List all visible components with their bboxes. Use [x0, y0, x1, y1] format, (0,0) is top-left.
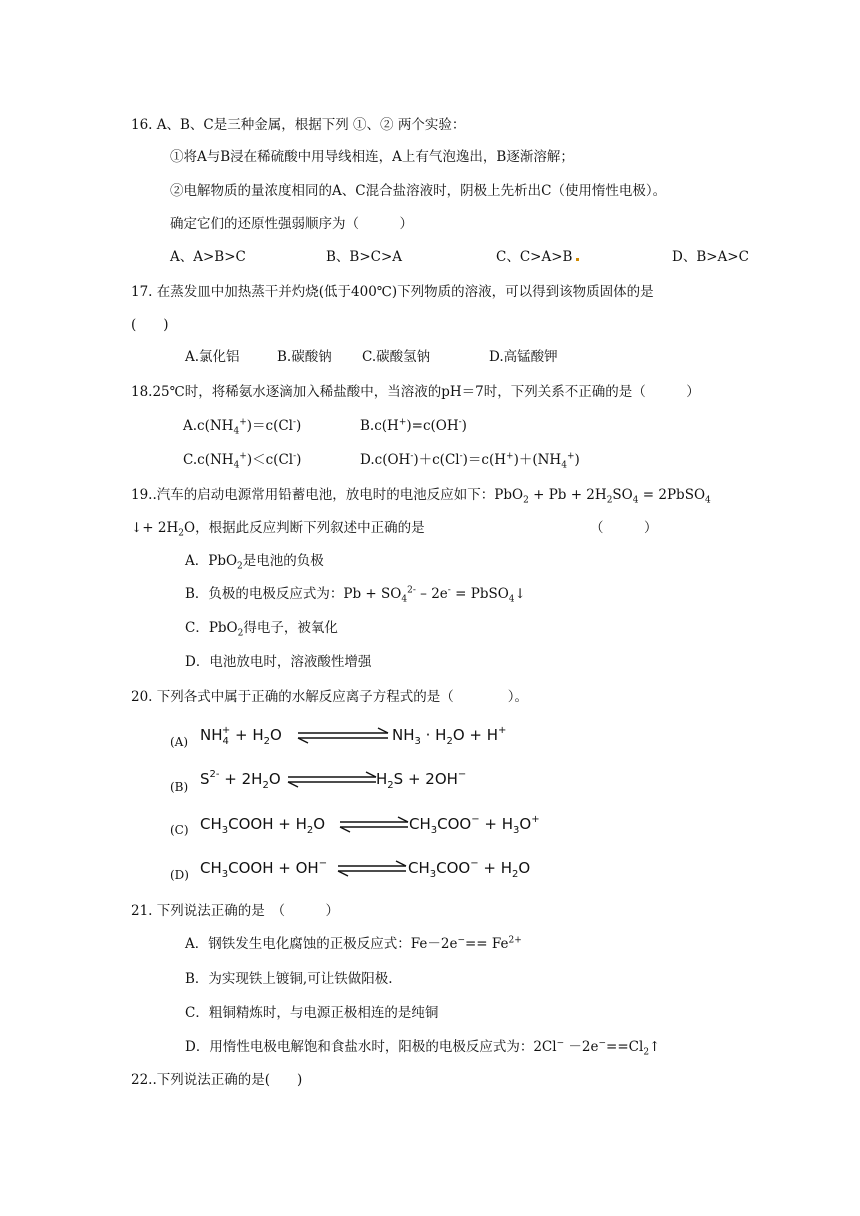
q16-experiment-2: ②电解物质的量浓度相同的A、C混合盐溶液时，阴极上先析出C（使用惰性电极）。 — [170, 183, 667, 199]
q17-stem-line2: ( ) — [131, 317, 169, 333]
q16-option-b: B、B>C>A — [326, 249, 403, 265]
q16-experiment-1: ①将A与B浸在稀硫酸中用导线相连，A上有气泡逸出，B逐渐溶解； — [170, 149, 574, 165]
q20-equation-c — [198, 807, 558, 839]
svg-text:CH3COO− + H3O+: $CH_3COO^- + H_3O^+$ — [409, 814, 540, 836]
svg-text:H2S + 2OH−: $H_2S + 2OH^-$ — [376, 769, 467, 791]
q19-option-c: C．PbO$_2$得电子，被氧化 — [185, 620, 338, 639]
svg-text:CH3COOH + H2O: $CH_3COOH + H_2O$ — [200, 815, 326, 836]
q18-option-a: $A.c(NH_4^+)=c(Cl^-)$ — [183, 417, 302, 437]
svg-text:CH3COO− + H2O: $CH_3COO^- + H_2O$ — [408, 858, 531, 880]
q18-stem: 18.25℃时，将稀氨水逐滴加入稀盐酸中，当溶液的pH＝7时，下列关系不正确的是（ ） — [131, 384, 700, 400]
q20-equation-d — [198, 851, 558, 883]
q17-option-b: B.碳酸钠 — [277, 349, 332, 365]
q16-option-a: A、A>B>C — [170, 249, 246, 265]
q21-option-b: B．为实现铁上镀铜,可让铁做阳极. — [185, 971, 393, 987]
q16-stem: 16. A、B、C是三种金属，根据下列 ①、② 两个实验： — [131, 117, 466, 133]
equilibrium-arrow-icon — [288, 772, 376, 787]
q18-option-d: $D.c(OH^-)+c(Cl^-)=c(H^+)+(NH_4^+)$ — [360, 451, 580, 471]
q20-label-c: (C) — [170, 823, 189, 837]
q17-option-d: D.高锰酸钾 — [489, 349, 558, 365]
q21-option-a: A．钢铁发生电化腐蚀的正极反应式：$Fe-2e^-== Fe^{2+}$ — [185, 935, 522, 952]
q19-stem-line1: 19..汽车的启动电源常用铅蓄电池，放电时的电池反应如下：$PbO_2 + Pb + 2H_2SO_4$ = 2PbSO$_4$ — [131, 487, 711, 506]
equilibrium-arrow-icon — [338, 861, 406, 876]
q16-question: 确定它们的还原性强弱顺序为（ ） — [170, 216, 413, 232]
q19-stem-line2: ↓+ $2H_2O$，根据此反应判断下列叙述中正确的是 — [131, 520, 425, 539]
q20-stem: 20. 下列各式中属于正确的水解反应离子方程式的是（ ）。 — [131, 689, 529, 705]
q21-option-c: C．粗铜精炼时，与电源正极相连的是纯铜 — [185, 1005, 439, 1021]
q19-option-b: B．负极的电极反应式为：$Pb + SO_4^{2-} - 2e^-$ = PbSO$_4$↓ — [185, 585, 526, 605]
q20-equation-a — [198, 718, 558, 750]
q20-equation-b — [198, 762, 558, 794]
equilibrium-arrow-icon — [298, 728, 388, 743]
svg-text:CH3COOH + OH−: $CH_3COOH + OH^-$ — [200, 858, 328, 880]
q16-option-c: C、C>A>B — [496, 248, 579, 266]
svg-text:NH3 · H2O + H+: $NH_3 \cdot H_2O + H^+$ — [392, 725, 507, 747]
q18-option-c: $C.c(NH_4^+)<c(Cl^-)$ — [183, 451, 302, 471]
q19-answer-paren: （ ） — [590, 520, 658, 536]
q21-option-d: D．用惰性电极电解饱和食盐水时，阳极的电极反应式为：$2Cl^- -2e^-==Cl_2↑$ — [185, 1038, 661, 1058]
q17-option-c: C.碳酸氢钠 — [362, 349, 431, 365]
q19-option-a: A．PbO$_2$是电池的负极 — [185, 553, 324, 572]
q17-option-a: A.氯化铝 — [185, 349, 240, 365]
q20-label-b: (B) — [170, 780, 189, 794]
svg-text:NH4+ + H2O: $NH_4+ + H_2O$ — [200, 725, 282, 747]
q20-label-d: (D) — [170, 868, 189, 882]
q16-option-d: D、B>A>C — [672, 249, 749, 265]
svg-text:S2- + 2H2O: $S^{2-} + 2H_2O$ — [200, 769, 281, 791]
q20-label-a: (A) — [170, 735, 189, 749]
q19-option-d: D．电池放电时，溶液酸性增强 — [185, 654, 372, 670]
q22-stem: 22..下列说法正确的是( ) — [131, 1072, 303, 1088]
q17-stem-line1: 17. 在蒸发皿中加热蒸干并灼烧(低于400℃)下列物质的溶液，可以得到该物质固体的是 — [131, 284, 654, 300]
q18-option-b: B.c(H+)=c(OH-) — [360, 417, 467, 434]
equilibrium-arrow-icon — [340, 817, 408, 832]
q21-stem: 21. 下列说法正确的是 （ ） — [131, 903, 340, 919]
stray-mark — [576, 258, 579, 261]
